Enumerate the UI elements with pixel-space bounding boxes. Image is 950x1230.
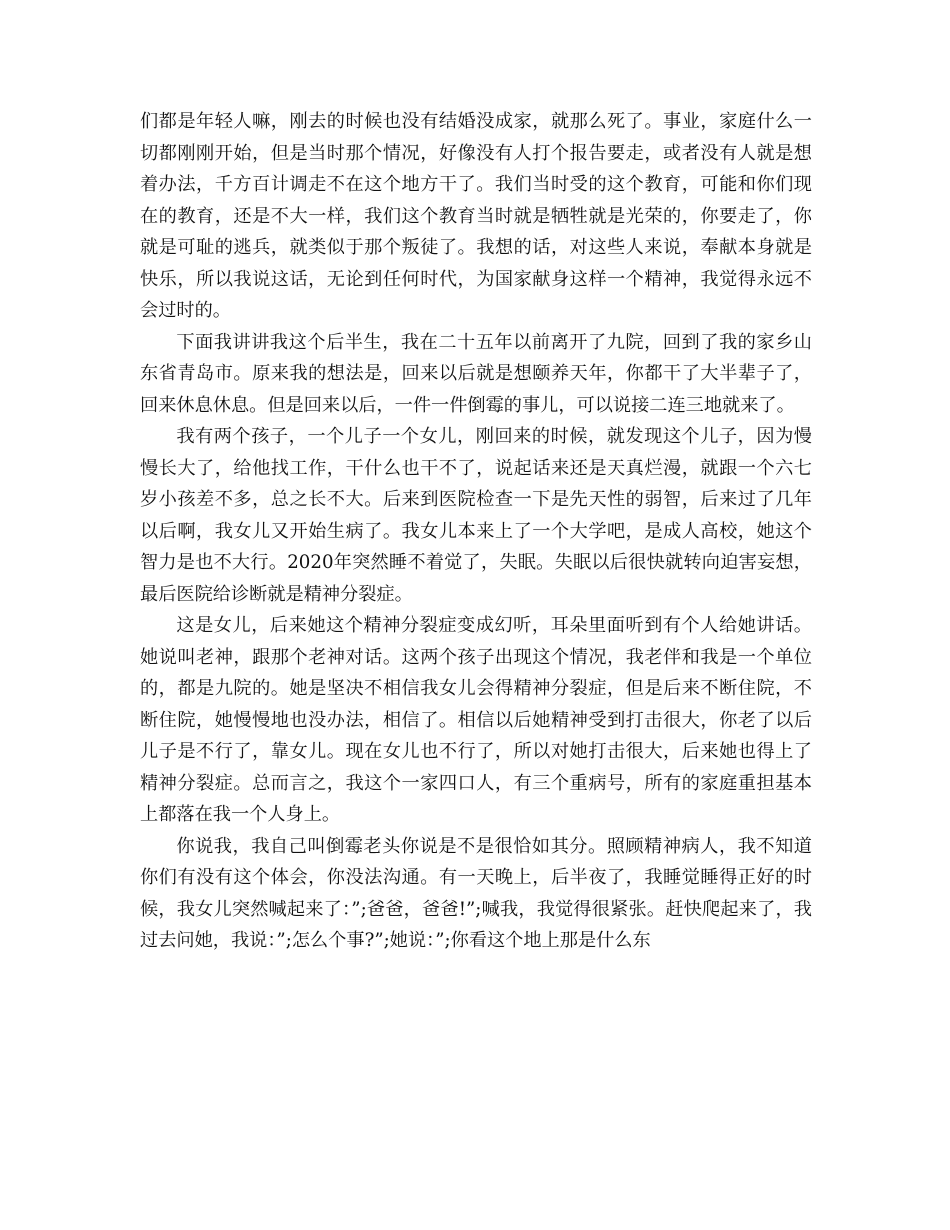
paragraph-2: 下面我讲讲我这个后半生，我在二十五年以前离开了九院，回到了我的家乡山东省青岛市。原来我的想法是，回来以后就是想颐养天年，你都干了大半辈子了，回来休息休息。但是回来以后，一件一件倒霉的事儿，可以说接二连三地就来了。 [140,331,812,416]
paragraph-1: 们都是年轻人嘛，刚去的时候也没有结婚没成家，就那么死了。事业，家庭什么一切都刚刚开始，但是当时那个情况，好像没有人打个报告要走，或者没有人就是想着办法，千方百计调走不在这个地方干了。我们当时受的这个教育，可能和你们现在的教育，还是不大一样，我们这个教育当时就是牺牲就是光荣的，你要走了，你就是可耻的逃兵，就类似于那个叛徒了。我想的话，对这些人来说，奉献本身就是快乐，所以我说这话，无论到任何时代，为国家献身这样一个精神，我觉得永远不会过时的。 [140,111,812,321]
paragraph-5: 你说我，我自己叫倒霉老头你说是不是很恰如其分。照顾精神病人，我不知道你们有没有这个体会，你没法沟通。有一天晚上，后半夜了，我睡觉睡得正好的时候，我女儿突然喊起来了：”;爸爸，爸爸!”;喊我，我觉得很紧张。赶快爬起来了，我过去问她，我说：”;怎么个事?”;她说：”;你看这个地上那是什么东 [140,835,812,951]
paragraph-3: 我有两个孩子，一个儿子一个女儿，刚回来的时候，就发现这个儿子，因为慢慢长大了，给他找工作，干什么也干不了，说起话来还是天真烂漫，就跟一个六七岁小孩差不多，总之长不大。后来到医院检查一下是先天性的弱智，后来过了几年以后啊，我女儿又开始生病了。我女儿本来上了一个大学吧，是成人高校，她这个智力是也不大行。2020年突然睡不着觉了，失眠。失眠以后很快就转向迫害妄想，最后医院给诊断就是精神分裂症。 [140,426,812,605]
paragraph-4: 这是女儿，后来她这个精神分裂症变成幻听，耳朵里面听到有个人给她讲话。她说叫老神，跟那个老神对话。这两个孩子出现这个情况，我老伴和我是一个单位的，都是九院的。她是坚决不相信我女儿会得精神分裂症，但是后来不断住院，不断住院，她慢慢地也没办法，相信了。相信以后她精神受到打击很大，你老了以后儿子是不行了，靠女儿。现在女儿也不行了，所以对她打击很大，后来她也得上了精神分裂症。总而言之，我这个一家四口人，有三个重病号，所有的家庭重担基本上都落在我一个人身上。 [140,615,812,825]
document-page [140,106,812,957]
